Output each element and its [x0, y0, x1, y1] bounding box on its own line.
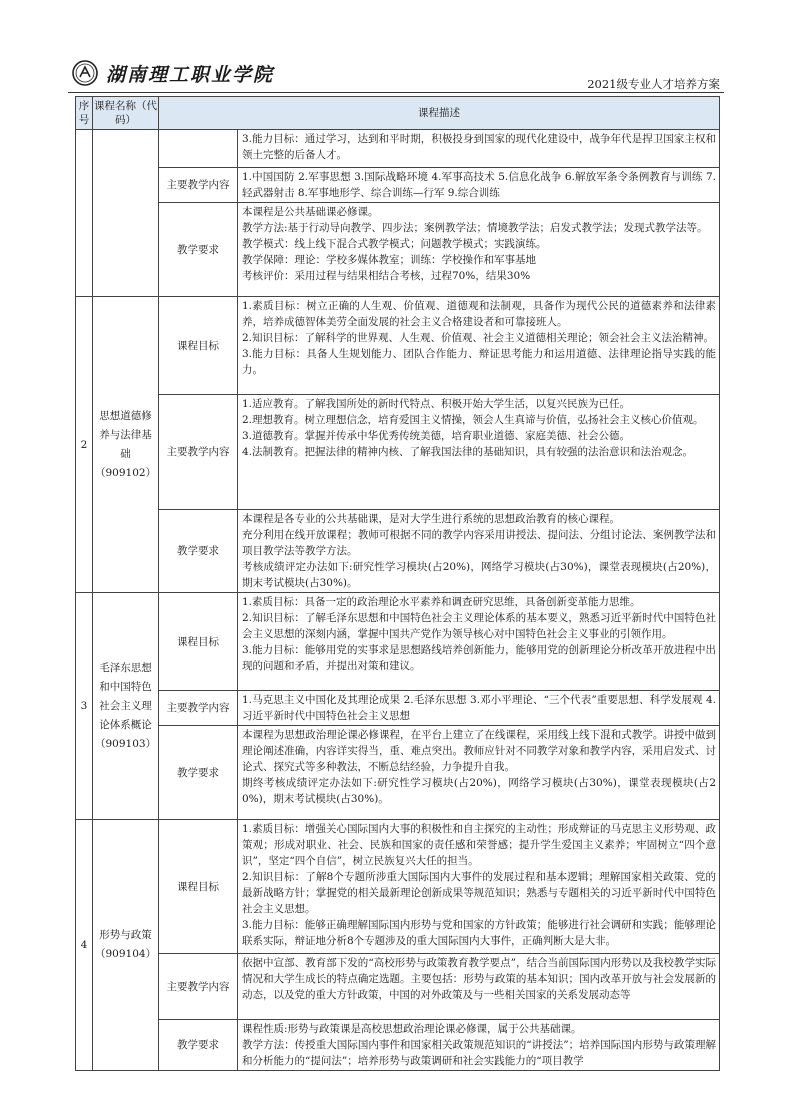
subheading-content: 主要教学内容 [159, 691, 238, 726]
teaching-content [238, 395, 720, 510]
header-course-name: 课程名称（代码） [93, 97, 159, 130]
teaching-requirements [238, 203, 720, 297]
header-course-desc: 课程描述 [159, 97, 720, 130]
teaching-requirements [238, 1020, 720, 1071]
table-row [76, 203, 720, 297]
goal-line: 3.能力目标：能够用党的实事求是思想路线培养创新能力，能够用党的创新理论分析改革开放进程中出现的问题和矛盾，并提出对策和建议。 [242, 644, 716, 672]
subheading-requirements: 教学要求 [159, 1020, 238, 1071]
row-number: 2 [76, 297, 93, 593]
req-line: 期终考核成绩评定办法如下:研究性学习模块(占20%)，网络学习模块(占30%)，课堂表现模块(占20%)，期末考试模块(占30%)。 [242, 777, 716, 805]
req-line: 教学保障：理论：学校多媒体教室；训练：学校操作和军事基地 [242, 254, 536, 266]
table-row [76, 395, 720, 510]
goal-line: 2.知识目标：了解科学的世界观、人生观、价值观、社会主义道德相关理论；领会社会主义法治精神。 [242, 332, 715, 344]
goal-line: 3.能力目标：能够正确理解国际国内形势与党和国家的方针政策；能够进行社会调研和实践；能够理论联系实际，辩证地分析8个专题涉及的重大国际国内大事件，正确判断大是大非。 [242, 919, 716, 947]
course-name: 毛泽东思想和中国特色社会主义理论体系概论（909103） [93, 593, 159, 820]
row-number [76, 130, 93, 297]
content-line: 1.马克思主义中国化及其理论成果 2.毛泽东思想 3.邓小平理论、“三个代表”重要思想、科学发展观 4.习近平新时代中国特色社会主义思想 [242, 694, 716, 722]
goal-line: 1.素质目标：树立正确的人生观、价值观、道德观和法制观，具备作为现代公民的道德素养和法律素养，培养成德智体美劳全面发展的社会主义合格建设者和可靠接班人。 [242, 300, 716, 328]
row-number: 4 [76, 820, 93, 1071]
table-row [76, 510, 720, 593]
subheading-goal: 课程目标 [159, 820, 238, 954]
req-line: 本课程是各专业的公共基础课，是对大学生进行系统的思想政治教育的核心课程。 [242, 513, 620, 525]
req-line: 课程性质:形势与政策课是高校思想政治理论课必修课，属于公共基础课。 [242, 1023, 582, 1035]
school-name: 湖南理工职业学院 [106, 63, 275, 86]
req-line: 充分利用在线开放课程；教师可根据不同的教学内容采用讲授法、提问法、分组讨论法、案例教学法和项目教学法等教学方法。 [242, 529, 716, 557]
table-row [76, 726, 720, 820]
req-line: 考核成绩评定办法如下:研究性学习模块(占20%)，网络学习模块(占30%)，课堂表现模块(占20%)，期末考试模块(占30%)。 [242, 561, 716, 589]
table-row [76, 297, 720, 395]
row-number: 3 [76, 593, 93, 820]
plan-title: 2021级专业人才培养方案 [587, 77, 720, 91]
teaching-content [238, 954, 720, 1020]
subheading-content: 主要教学内容 [159, 395, 238, 510]
goal-line: 2.知识目标：了解8个专题所涉重大国际国内大事件的发展过程和基本逻辑；理解国家相关政策、党的最新战略方针；掌握党的相关最新理论创新成果等规范知识；熟悉与专题相关的习近平新时代中国特色社会主义思想。 [242, 871, 716, 915]
content-line: 1.中国国防 2.军事思想 3.国际战略环境 4.军事高技术 5.信息化战争 6.解放军条令条例教育与训练 7.轻武器射击 8.军事地形学、综合训练—行军 9.综合训练 [242, 171, 716, 199]
req-line: 教学模式：线上线下混合式教学模式；问题教学模式；实践演练。 [242, 238, 547, 250]
subheading-goal: 课程目标 [159, 297, 238, 395]
teaching-content [238, 691, 720, 726]
teaching-requirements [238, 510, 720, 593]
req-line: 教学方法:基于行动导向教学、四步法；案例教学法；情境教学法；启发式教学法；发现式教学法等。 [242, 222, 708, 234]
table-row [76, 820, 720, 954]
course-name: 形势与政策（909104） [93, 820, 159, 1071]
goal-line: 3.能力目标：具备人生规划能力、团队合作能力、辩证思考能力和运用道德、法律理论指导实践的能力。 [242, 348, 716, 376]
req-line: 教学方法：传授重大国际国内事件和国家相关政策规范知识的“讲授法”；培养国际国内形势与政策理解和分析能力的“提问法”；培养形势与政策调研和社会实践能力的“项目教学 [242, 1039, 716, 1067]
page-header [68, 52, 724, 96]
teaching-requirements [238, 726, 720, 820]
school-seal-icon [72, 60, 98, 86]
req-line: 考核评价：采用过程与结果相结合考核，过程70%，结果30% [242, 270, 531, 282]
subheading-requirements: 教学要求 [159, 510, 238, 593]
subheading-requirements: 教学要求 [159, 726, 238, 820]
subheading-requirements: 教学要求 [159, 203, 238, 297]
req-line: 本课程是公共基础课必修课。 [242, 206, 379, 218]
subheading-content: 主要教学内容 [159, 168, 238, 203]
subheading-goal: 课程目标 [159, 593, 238, 691]
table-row [76, 1020, 720, 1071]
course-goal [238, 130, 720, 168]
content-line: 依据中宣部、教育部下发的“高校形势与政策教育教学要点”，结合当前国际国内形势以及我校教学实际情况和大学生成长的特点确定选题。主要包括：形势与政策的基本知识；国内改革开放与社会发展新的动态，以及党的重大方针政策，中国的对外政策及与一些相关国家的关系发展动态等 [242, 957, 716, 1001]
course-table [75, 96, 720, 1071]
content-line: 2.理想教育。树立理想信念，培育爱国主义情操，领会人生真谛与价值，弘扬社会主义核心价值观。 [242, 414, 704, 426]
goal-line: 1.素质目标：增强关心国际国内大事的积极性和自主探究的主动性；形成辩证的马克思主义形势观、政策观；形成对职业、社会、民族和国家的责任感和荣誉感；提升学生爱国主义素养；牢固树立“四个意识”，坚定“四个自信”，树立民族复兴大任的担当。 [242, 823, 716, 867]
table-row [76, 691, 720, 726]
header-no: 序号 [76, 97, 93, 130]
goal-line: 3.能力目标：通过学习，达到和平时期，积极投身到国家的现代化建设中，战争年代是捍卫国家主权和领土完整的后备人才。 [242, 133, 716, 161]
table-header-row [76, 97, 720, 130]
table-row [76, 954, 720, 1020]
table-row [76, 168, 720, 203]
table-row [76, 593, 720, 691]
school-logo [72, 58, 302, 88]
course-goal [238, 820, 720, 954]
table-row [76, 130, 720, 168]
course-goal [238, 297, 720, 395]
content-line: 3.道德教育。掌握并传承中华优秀传统美德，培育职业道德、家庭美德、社会公德。 [242, 430, 631, 442]
subheading-content: 主要教学内容 [159, 954, 238, 1020]
content-line: 4.法制教育。把握法律的精神内核、了解我国法律的基础知识，具有较强的法治意识和法治观念。 [242, 446, 694, 458]
course-name: 思想道德修养与法律基础（909102） [93, 297, 159, 593]
course-name [93, 130, 159, 297]
header-divider [68, 92, 724, 93]
content-line: 1.适应教育。了解我国所处的新时代特点、积极开始大学生活，以复兴民族为已任。 [242, 398, 631, 410]
goal-line: 1.素质目标：具备一定的政治理论水平素养和调查研究思维，具备创新变革能力思维。 [242, 596, 641, 608]
teaching-content [238, 168, 720, 203]
course-goal [238, 593, 720, 691]
req-line: 本课程为思想政治理论课必修课程，在平台上建立了在线课程，采用线上线下混和式教学。讲授中做到理论阐述准确，内容详实得当，重、难点突出。教师应针对不同教学对象和教学内容，采用启发式、讨论式、探究式等多种教法，不断总结经验，力争提升自我。 [242, 729, 716, 773]
goal-line: 2.知识目标：了解毛泽东思想和中国特色社会主义理论体系的基本要义，熟悉习近平新时代中国特色社会主义思想的深刻内涵，掌握中国共产党作为领导核心对中国特色社会主义事业的引领作用。 [242, 612, 716, 640]
subheading-goal [159, 130, 238, 168]
